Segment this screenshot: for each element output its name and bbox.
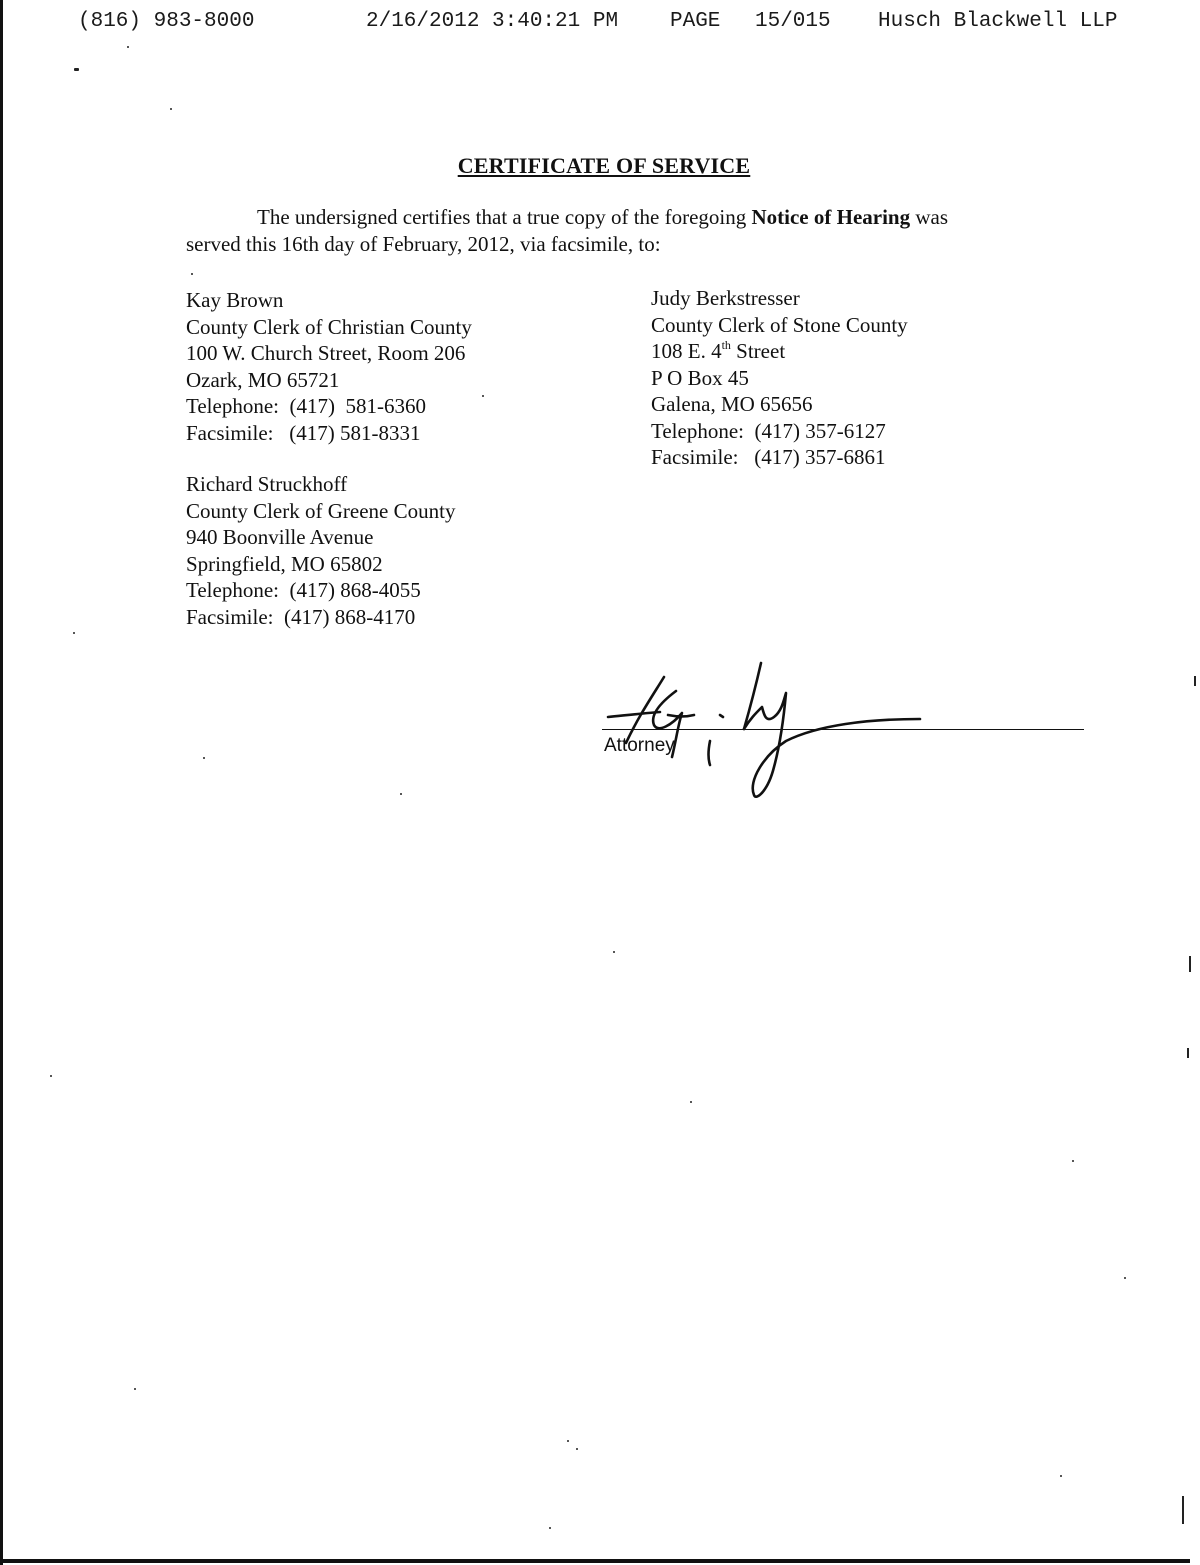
street-suffix: Street [730, 339, 786, 363]
recipient-name: Judy Berkstresser [651, 286, 800, 310]
recipient-title: County Clerk of Greene County [186, 498, 456, 523]
recipient-pobox: P O Box 45 [651, 365, 749, 390]
page-left-border [0, 0, 3, 1565]
paragraph-line-2: served this 16th day of February, 2012, via facsimile, to: [186, 232, 661, 256]
recipient-judy-berkstresser [651, 285, 908, 471]
scan-speck [400, 793, 402, 795]
fax-datetime: 2/16/2012 3:40:21 PM [366, 10, 619, 33]
scan-edge-mark [1189, 956, 1191, 972]
recipient-title: County Clerk of Stone County [651, 312, 908, 337]
scan-edge-mark [1182, 1496, 1184, 1524]
scan-speck [482, 395, 484, 397]
paragraph-line-1 [186, 204, 1046, 231]
recipient-name: Kay Brown [186, 288, 284, 312]
scan-speck [567, 1440, 569, 1442]
scan-speck [134, 1388, 136, 1390]
scan-speck [690, 1101, 692, 1103]
notice-of-hearing: Notice of Hearing [751, 205, 911, 229]
recipient-street [651, 338, 908, 365]
recipient-street: 940 Boonville Avenue [186, 525, 374, 549]
certification-paragraph [186, 204, 1046, 258]
recipient-city: Springfield, MO 65802 [186, 551, 383, 576]
scan-speck [1072, 1160, 1074, 1162]
scan-speck [613, 951, 615, 953]
scan-speck [191, 273, 193, 275]
recipient-telephone: Telephone: (417) 581-6360 [186, 394, 426, 418]
scan-speck [549, 1527, 551, 1529]
fax-page-number: 15/015 [755, 10, 831, 33]
scan-speck [127, 46, 129, 48]
page-bottom-border [0, 1559, 1190, 1563]
fax-page-label: PAGE [670, 10, 721, 33]
recipient-facsimile: Facsimile: (417) 581-8331 [186, 420, 421, 445]
recipient-city: Galena, MO 65656 [651, 392, 813, 416]
recipient-telephone: Telephone: (417) 868-4055 [186, 578, 421, 602]
recipient-richard-struckhoff [186, 471, 455, 630]
fax-firm-name: Husch Blackwell LLP [878, 10, 1118, 33]
recipient-facsimile: Facsimile: (417) 868-4170 [186, 604, 416, 629]
paragraph-line-1-end: was [910, 205, 949, 229]
scan-speck [1124, 1277, 1126, 1279]
scan-speck [73, 632, 75, 634]
recipient-telephone: Telephone: (417) 357-6127 [651, 418, 886, 443]
fax-phone: (816) 983-8000 [78, 10, 255, 33]
recipient-city: Ozark, MO 65721 [186, 367, 340, 392]
scan-speck [1060, 1475, 1062, 1477]
recipient-name: Richard Struckhoff [186, 472, 348, 496]
scan-speck [74, 68, 79, 71]
scan-edge-mark [1187, 1048, 1189, 1058]
scan-edge-mark [1194, 676, 1196, 686]
street-ordinal: th [721, 338, 731, 352]
street-number: 108 E. 4 [651, 339, 722, 363]
document-title: CERTIFICATE OF SERVICE [457, 153, 751, 178]
recipient-street: 100 W. Church Street, Room 206 [186, 341, 466, 365]
scan-speck [50, 1075, 52, 1077]
scan-speck [170, 108, 172, 110]
recipient-title: County Clerk of Christian County [186, 314, 472, 339]
paragraph-line-1-start: The undersigned certifies that a true copy of the foregoing [257, 205, 752, 229]
recipient-kay-brown [186, 287, 472, 446]
handwritten-signature [598, 655, 938, 805]
signature-label: Attorney [604, 735, 675, 756]
fax-header [78, 10, 1148, 40]
scan-speck [576, 1448, 578, 1450]
scan-speck [203, 757, 205, 759]
recipient-facsimile: Facsimile: (417) 357-6861 [651, 445, 886, 469]
